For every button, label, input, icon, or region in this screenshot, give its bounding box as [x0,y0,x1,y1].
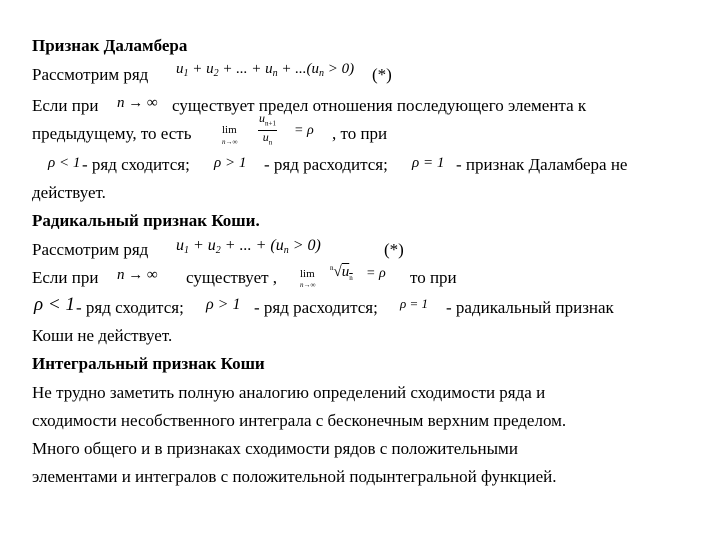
cauchy-line1-text: Рассмотрим ряд [32,240,149,259]
integral-paragraph-line3: Много общего и в признаках сходимости рядов с положительными [32,439,518,458]
cauchy-line3-a: - ряд сходится; [76,298,184,317]
cauchy-line2-c: то при [410,268,457,287]
dalambert-line4-b: - ряд расходится; [264,155,388,174]
ratio-limit-formula: lim n→∞ $\frac{u_{n+1}}{u_n}$ = ρ [222,111,314,147]
cauchy-line2-a: Если при [32,268,99,287]
rho-greater-1-b: ρ > 1 [206,296,241,313]
dalambert-line1 [32,65,148,85]
dalambert-line3-b: , то при [332,124,388,143]
cauchy-line2-b: существует , [186,268,278,287]
cauchy-star: (*) [384,240,404,259]
cauchy-radical-title: Радикальный признак Коши. [32,211,260,230]
dalambert-title: Признак Даламбера [32,36,188,55]
cauchy-integral-title: Интегральный признак Коши [32,354,265,373]
dalambert-line3-a: предыдущему, то есть [32,124,192,143]
cauchy-line3-b: - ряд расходится; [254,298,378,317]
n-to-infinity-2: n → ∞ [117,267,158,283]
series-formula-1: $u_1 + u_2$ + ... + $u_n + ...(u_n > 0)$ [176,61,355,79]
rho-greater-1-a: ρ > 1 [214,155,247,171]
cauchy-line3-c: - радикальный признак [446,298,614,317]
series-formula-2: $u_1 + u_2$ + ... + $(u_n > 0)$ [176,237,321,256]
rho-less-1-b: ρ < 1 [34,294,75,315]
dalambert-line4-c: - признак Даламбера не [456,155,628,174]
dalambert-line2-a: Если при [32,96,99,115]
dalambert-line4-a: - ряд сходится; [82,155,190,174]
dalambert-line1-text: Рассмотрим ряд [32,65,149,84]
cauchy-line4: Коши не действует. [32,326,173,345]
dalambert-star: (*) [372,65,392,84]
integral-paragraph-line2: сходимости несобственного интеграла с бесконечным верхним пределом. [32,411,567,430]
integral-paragraph-line4: элементами и интегралов с положительной подынтегральной функцией. [32,467,557,486]
integral-paragraph-line1: Не трудно заметить полную аналогию определений сходимости ряда и [32,383,546,402]
rho-less-1-a: ρ < 1 [48,155,81,171]
dalambert-line5: действует. [32,183,106,202]
n-to-infinity-1: n → ∞ [117,95,158,111]
rho-equals-1-a: ρ = 1 [412,155,445,171]
rho-equals-1-b: ρ = 1 [400,296,429,311]
root-limit-formula: lim n→∞ $^n√u_n$ = ρ [300,264,386,289]
dalambert-line2-b: существует предел отношения последующего элемента к [172,96,587,115]
